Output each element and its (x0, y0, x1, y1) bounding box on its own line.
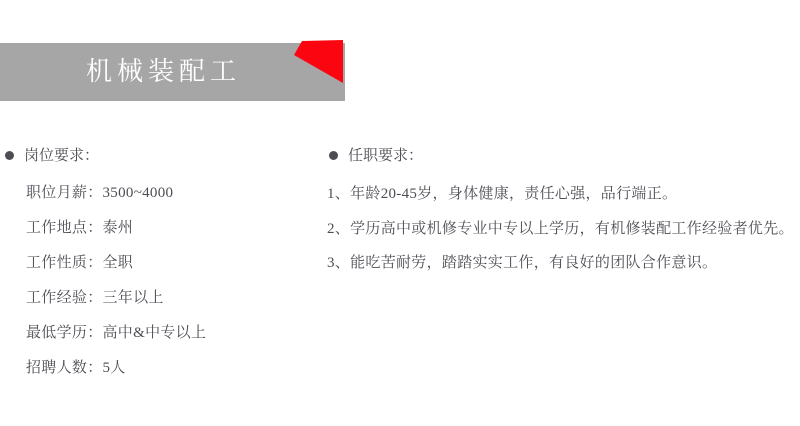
list-item-job-type: 工作性质：全职 (26, 255, 134, 271)
list-item-work-experience: 工作经验：三年以上 (26, 290, 164, 306)
job-title: 机械装配工 (86, 57, 242, 86)
list-item-headcount: 招聘人数：5人 (26, 360, 126, 376)
list-item-work-location: 工作地点：泰州 (26, 220, 134, 236)
red-ribbon-icon (290, 38, 348, 86)
job-requirements-header: 任职要求： (348, 148, 424, 164)
list-item-requirement-1: 1、年龄20-45岁，身体健康，责任心强，品行端正。 (327, 186, 678, 202)
list-item-monthly-salary: 职位月薪：3500~4000 (26, 185, 174, 201)
position-requirements-header: 岗位要求： (24, 148, 100, 164)
bullet-icon (5, 151, 14, 160)
list-item-requirement-2: 2、学历高中或机修专业中专以上学历，有机修装配工作经验者优先。 (327, 221, 794, 237)
bullet-icon (329, 151, 338, 160)
list-item-min-education: 最低学历：高中&中专以上 (26, 325, 207, 341)
list-item-requirement-3: 3、能吃苦耐劳，踏踏实实工作，有良好的团队合作意识。 (327, 255, 718, 271)
